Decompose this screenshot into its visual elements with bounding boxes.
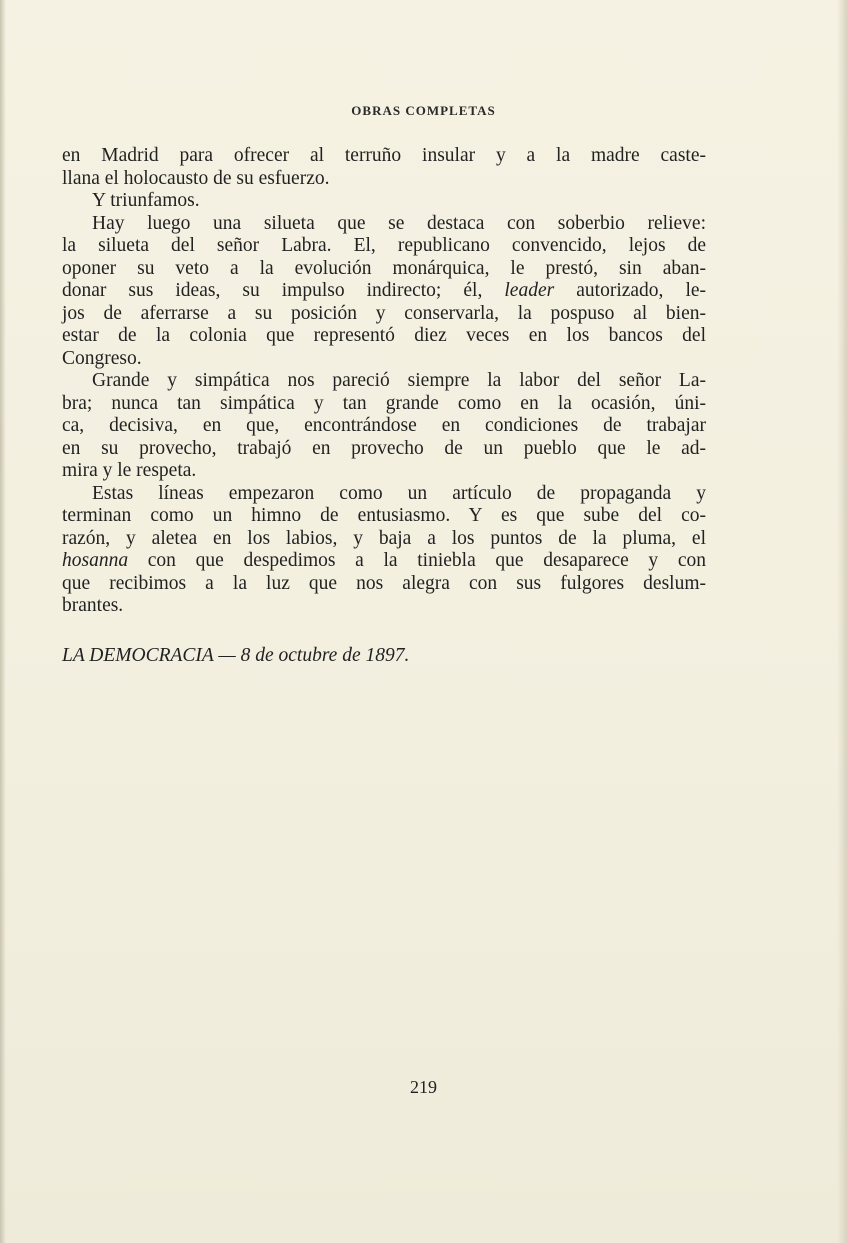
text-line: ca, decisiva, en que, encontrándose en condiciones de trabajar bbox=[62, 415, 706, 436]
text-line: estar de la colonia que representó diez veces en los bancos del bbox=[62, 325, 706, 346]
text-line: la silueta del señor Labra. El, republicano convencido, lejos de bbox=[62, 235, 706, 256]
text-line: Y triunfamos. bbox=[92, 190, 200, 211]
text-line bbox=[62, 280, 706, 303]
page-number: 219 bbox=[410, 1077, 437, 1097]
text-line: oponer su veto a la evolución monárquica, le prestó, sin aban- bbox=[62, 257, 706, 279]
text-line: que recibimos a la luz que nos alegra con sus fulgores deslum- bbox=[62, 572, 706, 594]
text-line: Grande y simpática nos pareció siempre la labor del señor La- bbox=[92, 370, 706, 391]
italic-term-hosanna: hosanna bbox=[62, 550, 129, 571]
text-line: mira y le respeta. bbox=[62, 460, 197, 481]
italic-term-leader: leader bbox=[504, 280, 555, 301]
text-line: Estas líneas empezaron como un artículo de propaganda y bbox=[92, 482, 706, 504]
text-line: en Madrid para ofrecer al terruño insular y a la madre caste- bbox=[62, 145, 706, 166]
publication-name: LA DEMOCRACIA bbox=[62, 645, 214, 666]
text-line: terminan como un himno de entusiasmo. Y es que sube del co- bbox=[62, 505, 706, 526]
running-head: OBRAS COMPLETAS bbox=[351, 103, 496, 118]
text-line: bra; nunca tan simpática y tan grande como en la ocasión, úni- bbox=[62, 392, 706, 414]
text-line: jos de aferrarse a su posición y conservarla, la pospuso al bien- bbox=[62, 302, 706, 324]
text-fragment: con que despedimos a la tiniebla que desaparece y con bbox=[147, 550, 707, 571]
text-fragment: autorizado, le- bbox=[576, 280, 707, 301]
text-line: Hay luego una silueta que se destaca con soberbio relieve: bbox=[92, 212, 706, 234]
text-line: brantes. bbox=[62, 595, 124, 616]
text-fragment: donar sus ideas, su impulso indirecto; él, bbox=[62, 280, 483, 301]
text-line: llana el holocausto de su esfuerzo. bbox=[62, 167, 330, 189]
source-citation bbox=[62, 645, 409, 667]
text-line bbox=[62, 550, 706, 573]
publication-date: — 8 de octubre de 1897. bbox=[218, 645, 410, 666]
text-line: razón, y aletea en los labios, y baja a los puntos de la pluma, el bbox=[62, 527, 706, 549]
text-line: en su provecho, trabajó en provecho de un pueblo que le ad- bbox=[62, 437, 706, 459]
body-text bbox=[62, 145, 706, 618]
text-line: Congreso. bbox=[62, 347, 142, 369]
